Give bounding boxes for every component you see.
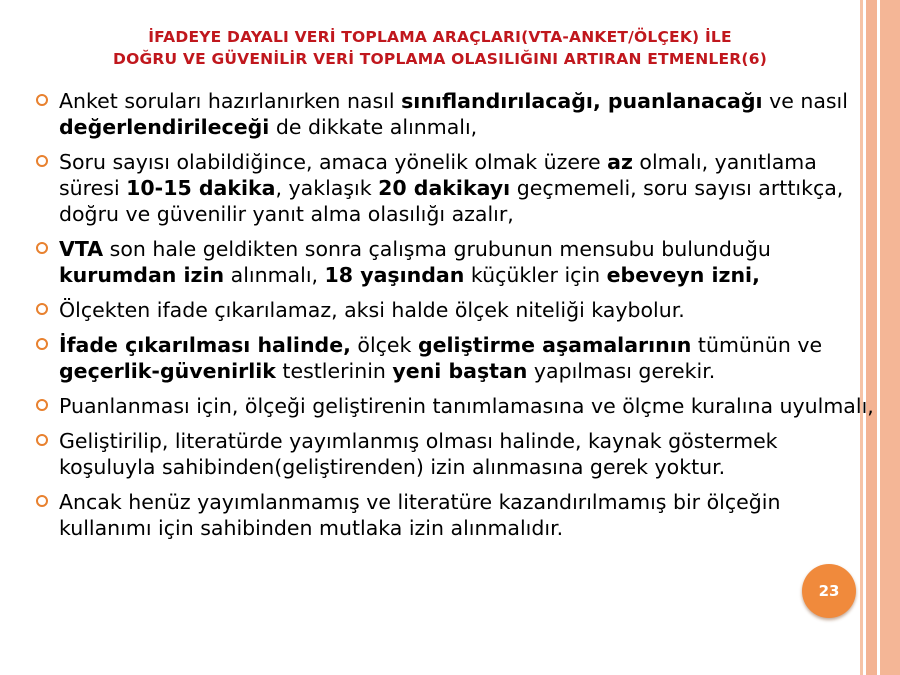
bullet-text-bold: geliştirme aşamalarının [417, 333, 692, 357]
bullet-text: de dikkate alınmalı, [269, 115, 478, 139]
bullet-text-bold: kurumdan izin [59, 263, 225, 287]
bullet-text: son hale geldikten sonra çalışma grubunun mensubu bulunduğu [103, 237, 771, 261]
bullet-list [34, 88, 876, 550]
bullet-text-bold: İfade çıkarılması halinde, [59, 333, 351, 357]
bullet-circle-icon [36, 242, 48, 254]
bullet-text: Geliştirilip, literatürde yayımlanmış olması halinde, kaynak göstermek koşuluyla sahibinden(geliştirenden) izin alınmasına gerek yoktur. [59, 429, 778, 479]
bullet-circle-icon [36, 94, 48, 106]
bullet-text: Ölçekten ifade çıkarılamaz, aksi halde ölçek niteliği kaybolur. [59, 298, 685, 322]
bullet-item [34, 297, 876, 323]
bullet-text: ölçek [350, 333, 418, 357]
slide-title-line-1: İFADEYE DAYALI VERİ TOPLAMA ARAÇLARI(VTA-ANKET/ÖLÇEK) İLE [148, 28, 732, 46]
bullet-text-bold: 18 yaşından [324, 263, 465, 287]
bullet-circle-icon [36, 399, 48, 411]
bullet-item [34, 332, 876, 384]
bullet-text: yapılması gerekir. [527, 359, 716, 383]
bullet-item [34, 393, 876, 419]
bullet-text-bold: 10-15 dakika [126, 176, 276, 200]
bullet-circle-icon [36, 338, 48, 350]
bullet-text-bold: değerlendirileceği [59, 115, 270, 139]
bullet-text: alınmalı, [224, 263, 325, 287]
bullet-text-bold: yeni baştan [392, 359, 528, 383]
bullet-circle-icon [36, 155, 48, 167]
page-number-badge: 23 [802, 564, 856, 618]
bullet-text: Soru sayısı olabildiğince, amaca yönelik olmak üzere [59, 150, 608, 174]
bullet-circle-icon [36, 434, 48, 446]
bullet-item [34, 236, 876, 288]
bullet-text: Puanlanması için, ölçeği geliştirenin tanımlamasına ve ölçme kuralına uyulmalı, [59, 394, 874, 418]
bullet-item [34, 149, 876, 227]
bullet-text: , yaklaşık [275, 176, 379, 200]
bullet-text: olmalı, yanıtlama süresi [59, 150, 817, 200]
bullet-text: ve nasıl [762, 89, 848, 113]
bullet-text: tümünün ve [691, 333, 823, 357]
bullet-text: küçükler için [464, 263, 607, 287]
deco-stripe-wide [880, 0, 900, 675]
bullet-item [34, 428, 876, 480]
bullet-item [34, 489, 876, 541]
bullet-item [34, 88, 876, 140]
bullet-text-bold: sınıflandırılacağı, puanlanacağı [401, 89, 763, 113]
bullet-circle-icon [36, 303, 48, 315]
bullet-text: Ancak henüz yayımlanmamış ve literatüre kazandırılmamış bir ölçeğin kullanımı için sahibinden mutlaka izin alınmalıdır. [59, 490, 781, 540]
bullet-text-bold: az [607, 150, 633, 174]
bullet-text: geçmemeli, soru sayısı arttıkça, doğru ve güvenilir yanıt alma olasılığı azalır, [59, 176, 844, 226]
bullet-text-bold: VTA [59, 237, 104, 261]
bullet-text-bold: geçerlik-güvenirlik [59, 359, 276, 383]
bullet-text: testlerinin [275, 359, 393, 383]
slide-title-line-2: DOĞRU VE GÜVENİLİR VERİ TOPLAMA OLASILIĞINI ARTIRAN ETMENLER(6) [113, 50, 767, 68]
bullet-text-bold: 20 dakikayı [378, 176, 511, 200]
slide-title [30, 26, 850, 70]
bullet-text-bold: ebeveyn izni, [606, 263, 760, 287]
bullet-text: Anket soruları hazırlanırken nasıl [59, 89, 402, 113]
bullet-circle-icon [36, 495, 48, 507]
